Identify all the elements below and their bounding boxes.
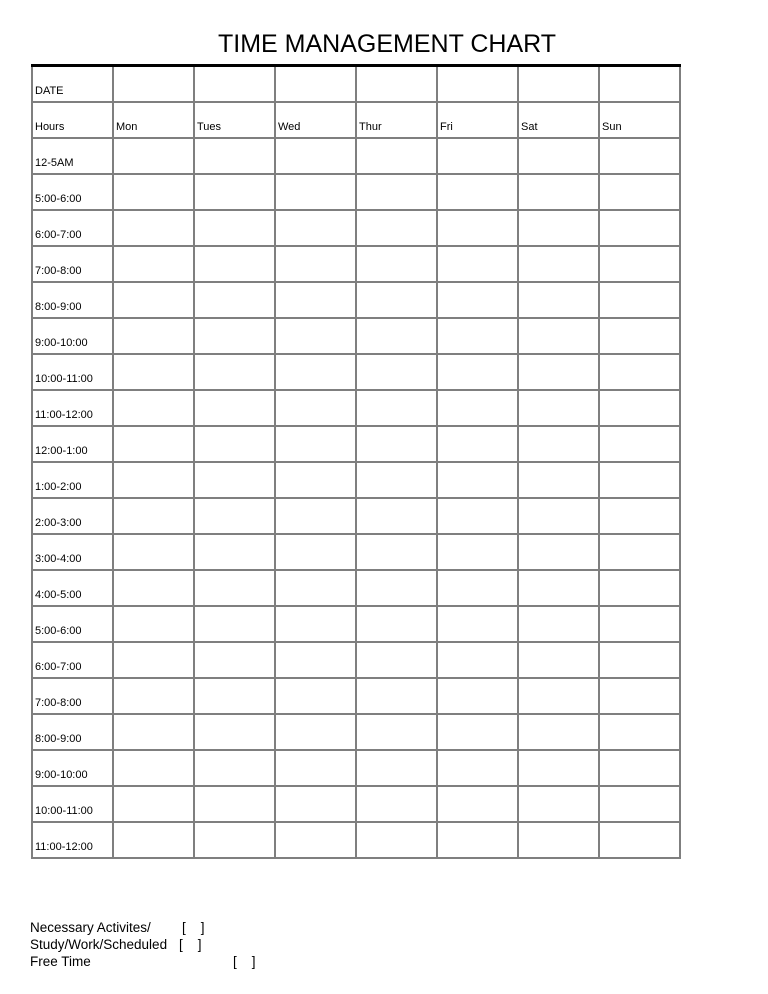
hour-row [32, 606, 680, 642]
schedule-cell[interactable] [356, 462, 437, 498]
day-header-cell [518, 102, 599, 138]
hour-label-cell [32, 354, 113, 390]
schedule-cell[interactable] [194, 606, 275, 642]
day-label: Thur [359, 121, 382, 133]
schedule-cell[interactable] [437, 678, 518, 714]
hour-row [32, 246, 680, 282]
schedule-cell[interactable] [113, 354, 194, 390]
schedule-cell[interactable] [599, 246, 680, 282]
schedule-cell[interactable] [113, 318, 194, 354]
legend-row-free-time [30, 953, 256, 970]
schedule-cell[interactable] [113, 786, 194, 822]
schedule-cell[interactable] [437, 354, 518, 390]
date-label: DATE [35, 85, 64, 97]
schedule-cell[interactable] [599, 642, 680, 678]
hour-label: 12:00-1:00 [35, 445, 88, 457]
hour-row [32, 354, 680, 390]
schedule-cell[interactable] [437, 138, 518, 174]
hour-label-cell [32, 822, 113, 858]
schedule-cell[interactable] [113, 714, 194, 750]
schedule-cell[interactable] [356, 318, 437, 354]
schedule-cell[interactable] [599, 354, 680, 390]
hour-row [32, 642, 680, 678]
time-management-table [31, 64, 681, 859]
schedule-cell[interactable] [356, 822, 437, 858]
schedule-cell[interactable] [356, 426, 437, 462]
schedule-cell[interactable] [437, 786, 518, 822]
date-cell[interactable] [599, 66, 680, 103]
hour-row [32, 210, 680, 246]
schedule-cell[interactable] [275, 822, 356, 858]
schedule-cell[interactable] [518, 498, 599, 534]
hour-row [32, 318, 680, 354]
schedule-cell[interactable] [113, 426, 194, 462]
schedule-cell[interactable] [437, 750, 518, 786]
date-cell[interactable] [113, 66, 194, 103]
schedule-cell[interactable] [275, 210, 356, 246]
hour-label-cell [32, 138, 113, 174]
schedule-cell[interactable] [518, 606, 599, 642]
hour-label: 6:00-7:00 [35, 229, 82, 241]
hour-label-cell [32, 750, 113, 786]
schedule-cell[interactable] [518, 822, 599, 858]
legend-checkbox[interactable]: [ ] [233, 954, 256, 969]
hour-label-cell [32, 426, 113, 462]
schedule-cell[interactable] [194, 174, 275, 210]
schedule-cell[interactable] [599, 426, 680, 462]
hour-row [32, 534, 680, 570]
schedule-cell[interactable] [437, 498, 518, 534]
hour-label-cell [32, 570, 113, 606]
schedule-cell[interactable] [275, 714, 356, 750]
schedule-cell[interactable] [194, 498, 275, 534]
hour-label-cell [32, 210, 113, 246]
schedule-cell[interactable] [518, 354, 599, 390]
schedule-cell[interactable] [437, 822, 518, 858]
schedule-cell[interactable] [113, 534, 194, 570]
schedule-cell[interactable] [356, 246, 437, 282]
legend-label: Necessary Activites/ [30, 920, 151, 935]
schedule-cell[interactable] [518, 246, 599, 282]
hour-label: 5:00-6:00 [35, 625, 82, 637]
schedule-cell[interactable] [356, 678, 437, 714]
hour-label-cell [32, 642, 113, 678]
date-cell[interactable] [194, 66, 275, 103]
schedule-cell[interactable] [437, 606, 518, 642]
hour-label-cell [32, 606, 113, 642]
schedule-cell[interactable] [518, 570, 599, 606]
hour-label-cell [32, 390, 113, 426]
schedule-cell[interactable] [599, 786, 680, 822]
hour-label: 11:00-12:00 [35, 409, 93, 421]
schedule-cell[interactable] [113, 750, 194, 786]
schedule-cell[interactable] [518, 714, 599, 750]
schedule-cell[interactable] [356, 750, 437, 786]
day-label: Sun [602, 121, 622, 133]
hour-label: 6:00-7:00 [35, 661, 82, 673]
hour-row [32, 498, 680, 534]
day-label: Fri [440, 121, 453, 133]
hour-row [32, 570, 680, 606]
schedule-cell[interactable] [518, 750, 599, 786]
day-header-row [32, 102, 680, 138]
hour-label: 12-5AM [35, 157, 74, 169]
day-label: Mon [116, 121, 138, 133]
schedule-cell[interactable] [518, 138, 599, 174]
schedule-cell[interactable] [194, 210, 275, 246]
schedule-cell[interactable] [518, 282, 599, 318]
day-header-cell [194, 102, 275, 138]
schedule-cell[interactable] [437, 534, 518, 570]
schedule-cell[interactable] [518, 174, 599, 210]
legend-row-necessary [30, 919, 205, 936]
hour-label: 4:00-5:00 [35, 589, 82, 601]
hour-label: 9:00-10:00 [35, 337, 88, 349]
schedule-cell[interactable] [194, 822, 275, 858]
schedule-cell[interactable] [356, 354, 437, 390]
day-label: Wed [278, 121, 301, 133]
schedule-cell[interactable] [437, 426, 518, 462]
schedule-cell[interactable] [194, 750, 275, 786]
hour-row [32, 390, 680, 426]
schedule-cell[interactable] [275, 174, 356, 210]
date-row [32, 66, 680, 103]
schedule-cell[interactable] [275, 246, 356, 282]
hour-label-cell [32, 786, 113, 822]
schedule-cell[interactable] [113, 570, 194, 606]
day-label: Sat [521, 121, 538, 133]
hour-label-cell [32, 534, 113, 570]
schedule-cell[interactable] [275, 570, 356, 606]
day-header-cell [437, 102, 518, 138]
date-cell[interactable] [275, 66, 356, 103]
schedule-cell[interactable] [518, 678, 599, 714]
legend-checkbox[interactable]: [ ] [182, 920, 205, 935]
schedule-cell[interactable] [194, 318, 275, 354]
hour-label: 1:00-2:00 [35, 481, 82, 493]
schedule-cell[interactable] [518, 318, 599, 354]
schedule-cell[interactable] [437, 318, 518, 354]
schedule-cell[interactable] [437, 282, 518, 318]
hour-row [32, 678, 680, 714]
schedule-cell[interactable] [356, 570, 437, 606]
hour-label-cell [32, 246, 113, 282]
hour-label: 7:00-8:00 [35, 265, 82, 277]
schedule-cell[interactable] [356, 534, 437, 570]
schedule-cell[interactable] [356, 390, 437, 426]
schedule-cell[interactable] [275, 390, 356, 426]
date-cell[interactable] [356, 66, 437, 103]
hour-row [32, 462, 680, 498]
schedule-cell[interactable] [275, 642, 356, 678]
hour-label: 8:00-9:00 [35, 301, 82, 313]
schedule-cell[interactable] [275, 606, 356, 642]
schedule-cell[interactable] [194, 462, 275, 498]
chart-title: TIME MANAGEMENT CHART [218, 30, 556, 58]
schedule-cell[interactable] [599, 138, 680, 174]
hours-label-cell [32, 102, 113, 138]
date-label-cell [32, 66, 113, 103]
schedule-cell[interactable] [275, 138, 356, 174]
schedule-cell[interactable] [275, 750, 356, 786]
schedule-cell[interactable] [194, 786, 275, 822]
schedule-cell[interactable] [518, 210, 599, 246]
schedule-cell[interactable] [599, 678, 680, 714]
hour-row [32, 750, 680, 786]
day-header-cell [275, 102, 356, 138]
hour-label-cell [32, 498, 113, 534]
schedule-cell[interactable] [275, 282, 356, 318]
schedule-cell[interactable] [356, 642, 437, 678]
schedule-cell[interactable] [194, 246, 275, 282]
schedule-cell[interactable] [437, 390, 518, 426]
hour-label: 3:00-4:00 [35, 553, 82, 565]
hour-label-cell [32, 678, 113, 714]
schedule-cell[interactable] [437, 210, 518, 246]
day-header-cell [599, 102, 680, 138]
schedule-cell[interactable] [356, 786, 437, 822]
hour-label-cell [32, 462, 113, 498]
schedule-cell[interactable] [275, 534, 356, 570]
hour-label: 11:00-12:00 [35, 841, 93, 853]
schedule-cell[interactable] [356, 606, 437, 642]
hour-label-cell [32, 282, 113, 318]
schedule-cell[interactable] [518, 390, 599, 426]
hour-label: 5:00-6:00 [35, 193, 82, 205]
schedule-cell[interactable] [113, 642, 194, 678]
hour-label-cell [32, 174, 113, 210]
schedule-cell[interactable] [599, 174, 680, 210]
legend-label: Free Time [30, 954, 91, 969]
hour-row [32, 138, 680, 174]
schedule-cell[interactable] [194, 390, 275, 426]
schedule-cell[interactable] [356, 138, 437, 174]
schedule-cell[interactable] [599, 210, 680, 246]
schedule-cell[interactable] [437, 642, 518, 678]
day-header-cell [113, 102, 194, 138]
schedule-cell[interactable] [599, 390, 680, 426]
legend [30, 919, 256, 970]
schedule-cell[interactable] [275, 354, 356, 390]
schedule-cell[interactable] [194, 642, 275, 678]
schedule-cell[interactable] [113, 822, 194, 858]
schedule-cell[interactable] [275, 678, 356, 714]
schedule-cell[interactable] [518, 462, 599, 498]
schedule-cell[interactable] [437, 714, 518, 750]
schedule-cell[interactable] [194, 282, 275, 318]
hour-label: 8:00-9:00 [35, 733, 82, 745]
schedule-cell[interactable] [437, 174, 518, 210]
legend-checkbox[interactable]: [ ] [179, 937, 202, 952]
hour-row [32, 282, 680, 318]
schedule-cell[interactable] [113, 606, 194, 642]
schedule-cell[interactable] [113, 246, 194, 282]
schedule-cell[interactable] [356, 498, 437, 534]
schedule-cell[interactable] [275, 498, 356, 534]
hour-row [32, 786, 680, 822]
schedule-cell[interactable] [113, 498, 194, 534]
legend-row-scheduled [30, 936, 202, 953]
schedule-cell[interactable] [194, 138, 275, 174]
hour-row [32, 174, 680, 210]
schedule-cell[interactable] [275, 786, 356, 822]
schedule-cell[interactable] [599, 606, 680, 642]
hour-label-cell [32, 714, 113, 750]
schedule-cell[interactable] [518, 534, 599, 570]
schedule-cell[interactable] [194, 426, 275, 462]
schedule-cell[interactable] [113, 138, 194, 174]
schedule-cell[interactable] [599, 282, 680, 318]
schedule-cell[interactable] [194, 714, 275, 750]
schedule-cell[interactable] [113, 390, 194, 426]
schedule-cell[interactable] [194, 678, 275, 714]
schedule-cell[interactable] [194, 570, 275, 606]
schedule-cell[interactable] [599, 714, 680, 750]
hour-label: 10:00-11:00 [35, 805, 93, 817]
schedule-cell[interactable] [113, 210, 194, 246]
schedule-cell[interactable] [437, 246, 518, 282]
schedule-cell[interactable] [599, 822, 680, 858]
day-header-cell [356, 102, 437, 138]
schedule-cell[interactable] [518, 642, 599, 678]
schedule-cell[interactable] [599, 570, 680, 606]
hours-label: Hours [35, 121, 65, 133]
schedule-cell[interactable] [275, 426, 356, 462]
date-cell[interactable] [437, 66, 518, 103]
schedule-cell[interactable] [356, 210, 437, 246]
day-label: Tues [197, 121, 222, 133]
schedule-cell[interactable] [599, 534, 680, 570]
schedule-cell[interactable] [275, 318, 356, 354]
schedule-cell[interactable] [113, 678, 194, 714]
hour-row [32, 714, 680, 750]
date-cell[interactable] [518, 66, 599, 103]
schedule-cell[interactable] [437, 462, 518, 498]
hour-label-cell [32, 318, 113, 354]
schedule-cell[interactable] [356, 714, 437, 750]
hour-row [32, 822, 680, 858]
schedule-cell[interactable] [113, 282, 194, 318]
schedule-cell[interactable] [599, 750, 680, 786]
schedule-cell[interactable] [275, 462, 356, 498]
hour-label: 7:00-8:00 [35, 697, 82, 709]
schedule-cell[interactable] [113, 174, 194, 210]
schedule-cell[interactable] [194, 534, 275, 570]
schedule-cell[interactable] [599, 318, 680, 354]
hour-label: 2:00-3:00 [35, 517, 82, 529]
hour-label: 10:00-11:00 [35, 373, 93, 385]
schedule-cell[interactable] [599, 498, 680, 534]
schedule-cell[interactable] [518, 426, 599, 462]
schedule-cell[interactable] [356, 282, 437, 318]
legend-label: Study/Work/Scheduled [30, 937, 168, 952]
schedule-cell[interactable] [356, 174, 437, 210]
schedule-cell[interactable] [437, 570, 518, 606]
schedule-cell[interactable] [599, 462, 680, 498]
schedule-cell[interactable] [518, 786, 599, 822]
hour-label: 9:00-10:00 [35, 769, 88, 781]
schedule-cell[interactable] [113, 462, 194, 498]
hour-row [32, 426, 680, 462]
schedule-cell[interactable] [194, 354, 275, 390]
